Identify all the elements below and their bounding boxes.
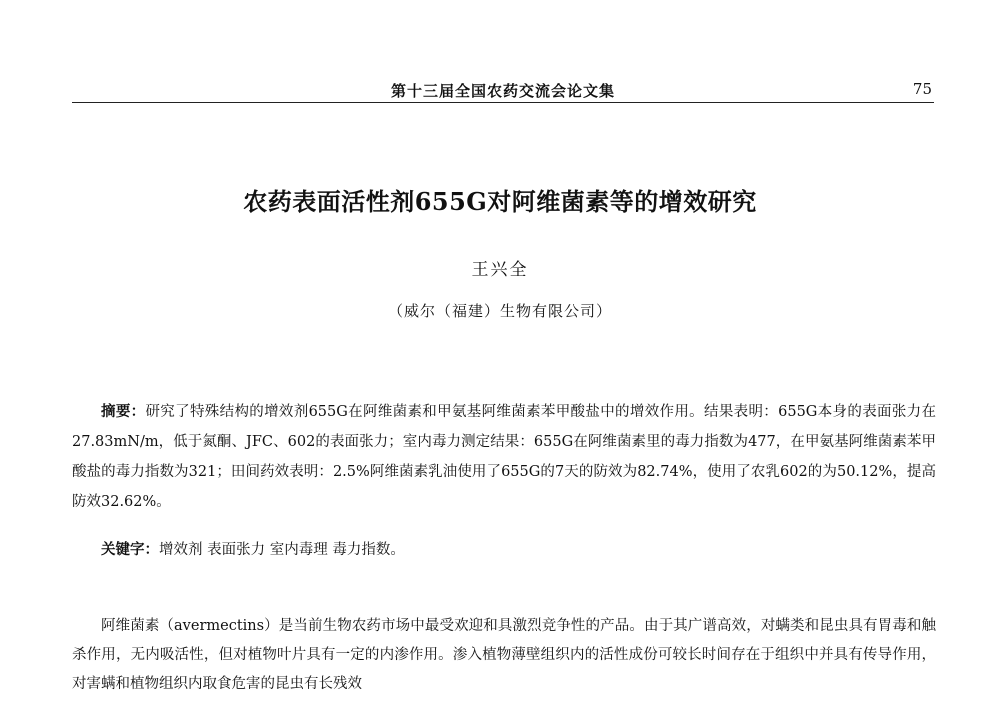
keywords [72, 535, 936, 565]
page-number: 75 [912, 80, 932, 98]
abstract-text: 研究了特殊结构的增效剂655G在阿维菌素和甲氨基阿维菌素苯甲酸盐中的增效作用。结果表明：655G本身的表面张力在27.83mN/m，低于氮酮、JFC、602的表面张力；室内毒力测定结果：655G在阿维菌素里的毒力指数为477，在甲氨基阿维菌素苯甲酸盐的毒力指数为321；田间药效表明：2.5%阿维菌素乳油使用了655G的7天的防效为82.74%，使用了农乳602的为50.12%，提高防效32.62%。 [72, 404, 937, 510]
abstract [72, 397, 936, 517]
paper-title: 农药表面活性剂655G对阿维菌素等的增效研究 [243, 187, 757, 216]
author-name: 王兴全 [471, 260, 529, 280]
keywords-label: 关键字： [101, 541, 159, 558]
proceedings-title: 第十三届全国农药交流会论文集 [390, 82, 615, 100]
body-text [72, 612, 936, 699]
running-header [72, 78, 934, 103]
abstract-label: 摘要： [101, 403, 146, 420]
keywords-text: 增效剂 表面张力 室内毒理 毒力指数。 [159, 542, 405, 558]
body-paragraph: 阿维菌素（avermectins）是当前生物农药市场中最受欢迎和具激烈竞争性的产品。由于其广谱高效，对螨类和昆虫具有胃毒和触杀作用，无内吸活性，但对植物叶片具有一定的内渗作用。渗入植物薄壁组织内的活性成份可较长时间存在于组织中并具有传导作用，对害螨和植物组织内取食危害的昆虫有长残效 [72, 618, 936, 692]
author-affiliation: （威尔（福建）生物有限公司） [387, 302, 612, 320]
abstract-paragraph [72, 397, 936, 517]
